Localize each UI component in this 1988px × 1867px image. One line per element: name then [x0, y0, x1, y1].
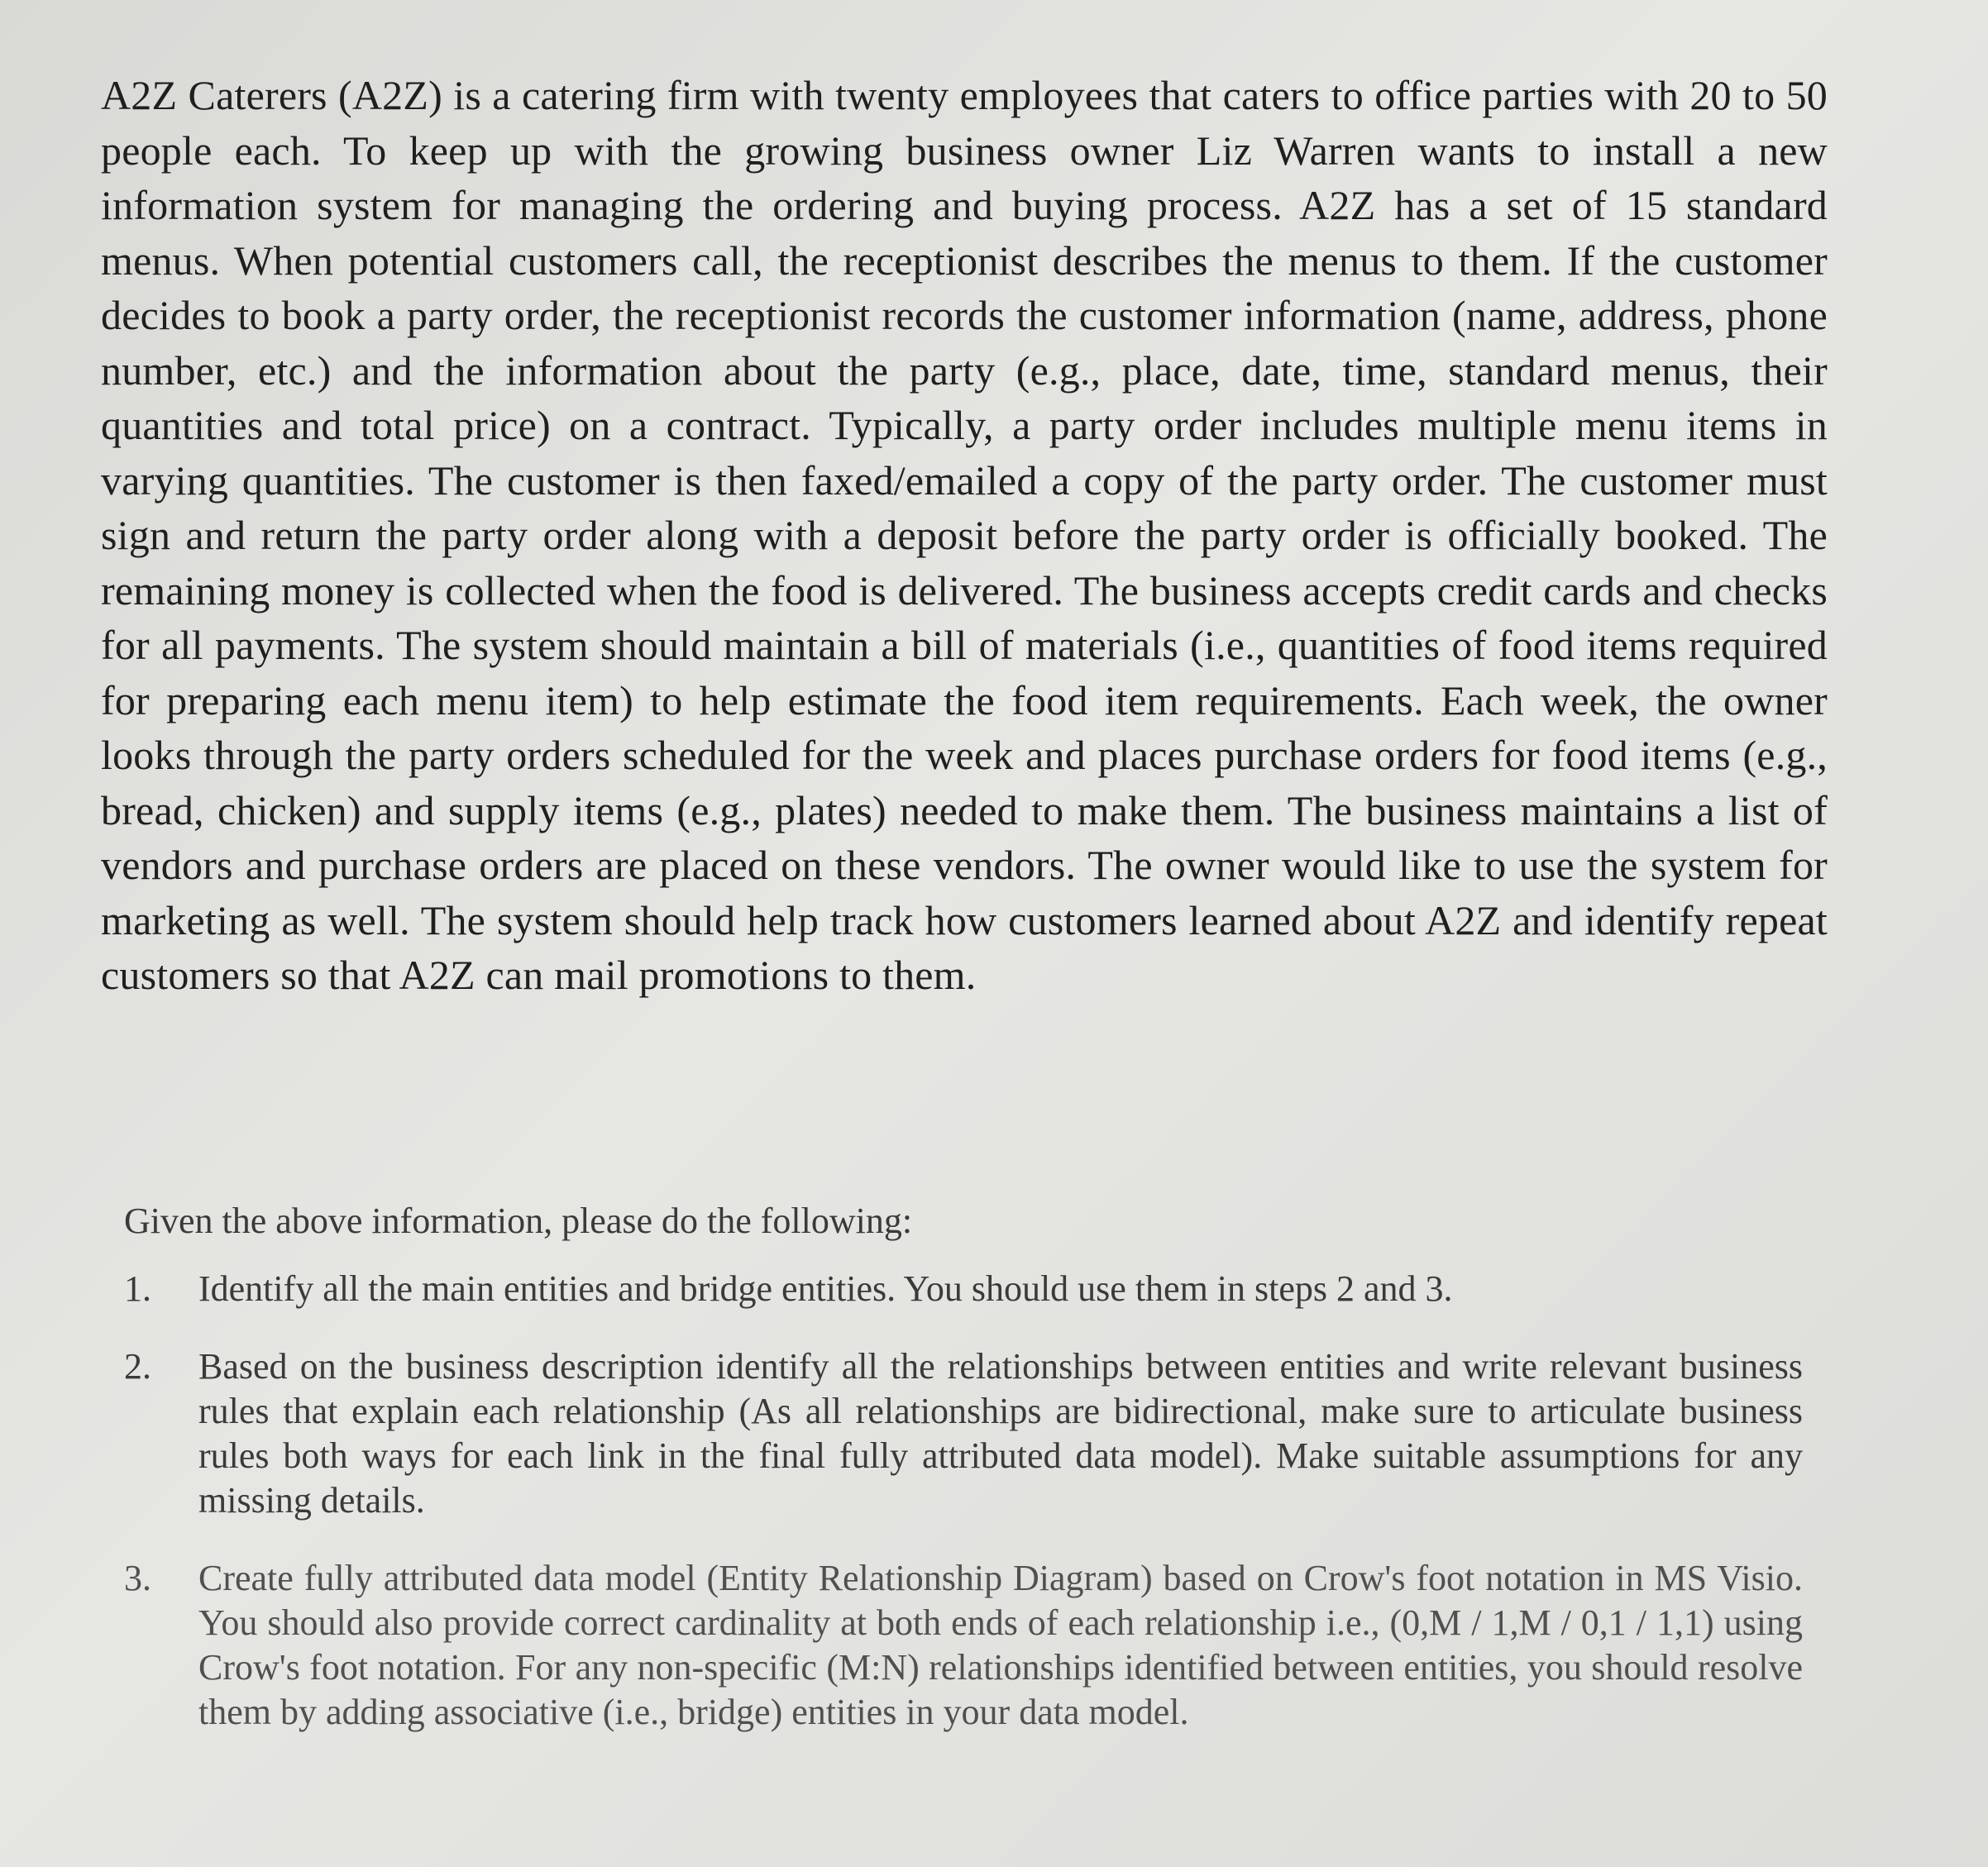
- document-page: [91, 25, 1836, 1844]
- task-text-3: Create fully attributed data model (Entity Relationship Diagram) based on Crow's foot notation in MS Visio. You should also provide correct cardinality at both ends of each relationship i.e., (0,M / 1,M / 0,1 / 1,1) using Crow's foot notation. For any non-specific (M:N) relationships identified between entities, you should resolve them by adding associative (i.e., bridge) entities in your data model.: [198, 1558, 1803, 1732]
- task-item-2: [124, 1344, 1803, 1523]
- task-number-1: 1.: [124, 1268, 151, 1309]
- task-number-2: 2.: [124, 1346, 151, 1387]
- task-list: [124, 1267, 1803, 1735]
- task-number-3: 3.: [124, 1558, 151, 1598]
- task-item-3: [124, 1556, 1803, 1735]
- instructions-intro: Given the above information, please do the following:: [124, 1201, 913, 1241]
- case-description-paragraph: A2Z Caterers (A2Z) is a catering firm with twenty employees that caters to office parties with 20 to 50 people each. To keep up with the growing business owner Liz Warren wants to install a new information system for managing the ordering and buying process. A2Z has a set of 15 standard menus. When potential customers call, the receptionist describes the menus to them. If the customer decides to book a party order, the receptionist records the customer information (name, address, phone number, etc.) and the information about the party (e.g., place, date, time, standard menus, their quantities and total price) on a contract. Typically, a party order includes multiple menu items in varying quantities. The customer is then faxed/emailed a copy of the party order. The customer must sign and return the party order along with a deposit before the party order is officially booked. The remaining money is collected when the food is delivered. The business accepts credit cards and checks for all payments. The system should maintain a bill of materials (i.e., quantities of food items required for preparing each menu item) to help estimate the food item requirements. Each week, the owner looks through the party orders scheduled for the week and places purchase orders for food items (e.g., bread, chicken) and supply items (e.g., plates) needed to make them. The business maintains a list of vendors and purchase orders are placed on these vendors. The owner would like to use the system for marketing as well. The system should help track how customers learned about A2Z and identify repeat customers so that A2Z can mail promotions to them.: [101, 72, 1828, 998]
- instructions-section: [124, 1199, 1803, 1768]
- task-item-1: [124, 1267, 1803, 1311]
- task-text-1: Identify all the main entities and bridge entities. You should use them in steps 2 and 3.: [198, 1268, 1453, 1309]
- task-text-2: Based on the business description identify all the relationships between entities and write relevant business rules that explain each relationship (As all relationships are bidirectional, make sure to articulate business rules both ways for each link in the final fully attributed data model). Make suitable assumptions for any missing details.: [198, 1346, 1803, 1521]
